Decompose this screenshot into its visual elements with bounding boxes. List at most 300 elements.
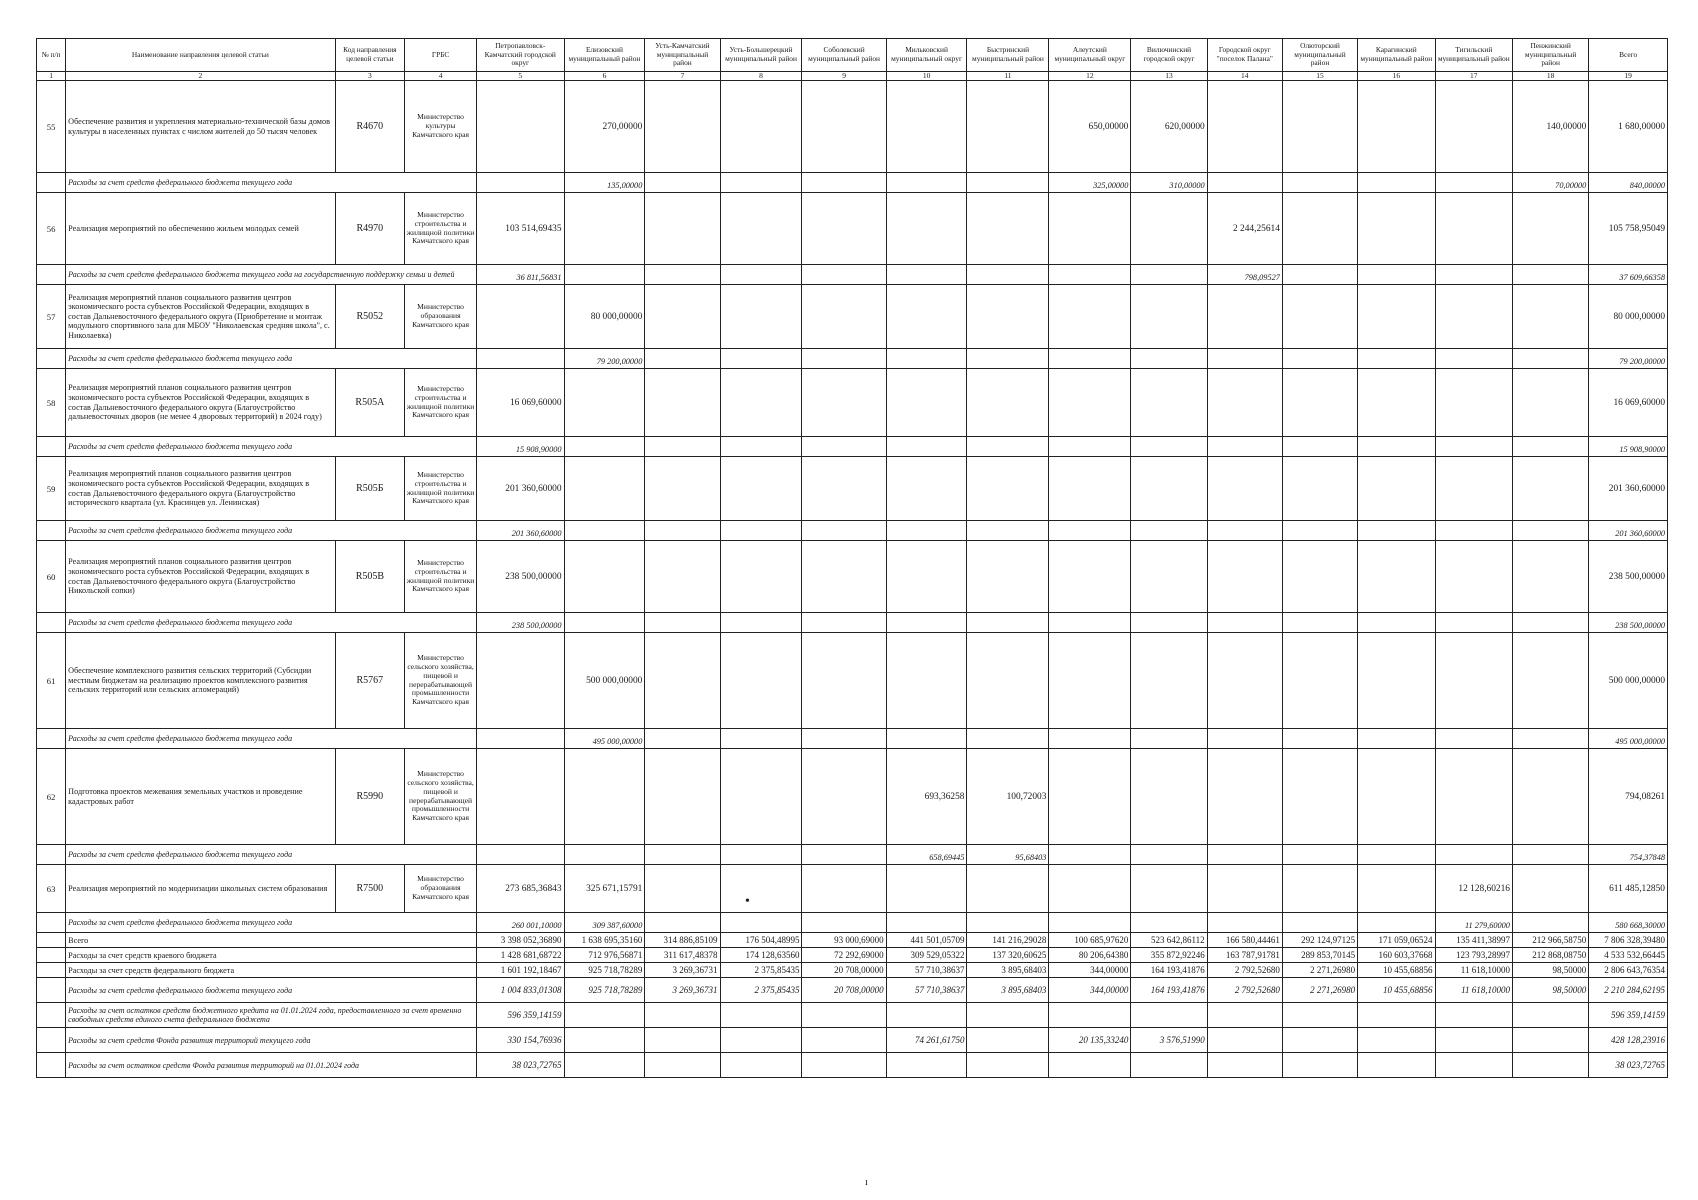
value-cell bbox=[1207, 81, 1282, 173]
subtotal-value bbox=[564, 845, 645, 865]
subtotal-value bbox=[1049, 521, 1131, 541]
total-value: 38 023,72765 bbox=[1589, 1053, 1668, 1078]
row-code: R505В bbox=[335, 541, 405, 613]
total-value bbox=[1049, 1003, 1131, 1028]
row-number: 63 bbox=[37, 865, 66, 913]
subtotal-value bbox=[802, 437, 886, 457]
column-number: 8 bbox=[720, 72, 802, 81]
value-cell bbox=[886, 633, 967, 729]
value-cell bbox=[1282, 865, 1357, 913]
row-name: Подготовка проектов межевания земельных участков и проведение кадастровых работ bbox=[66, 749, 335, 845]
row-code: R5052 bbox=[335, 285, 405, 349]
value-cell bbox=[886, 193, 967, 265]
total-value: 163 787,91781 bbox=[1207, 948, 1282, 963]
row-code: R505А bbox=[335, 369, 405, 437]
subtotal-value bbox=[1282, 613, 1357, 633]
value-cell bbox=[564, 541, 645, 613]
row-name: Обеспечение комплексного развития сельских территорий (Субсидии местным бюджетам на реализацию проектов комплексного развития сельских территорий или сельских агломераций) bbox=[66, 633, 335, 729]
value-cell bbox=[720, 633, 802, 729]
column-header: Вилючинский городской округ bbox=[1131, 39, 1207, 72]
subtotal-value bbox=[720, 845, 802, 865]
value-cell bbox=[1049, 369, 1131, 437]
total-value: 20 708,00000 bbox=[802, 963, 886, 978]
subtotal-value bbox=[1131, 349, 1207, 369]
subtotal-value bbox=[564, 521, 645, 541]
subtotal-value bbox=[1207, 437, 1282, 457]
subtotal-value: 658,69445 bbox=[886, 845, 967, 865]
subtotal-value bbox=[1435, 613, 1512, 633]
subtotal-value bbox=[645, 613, 720, 633]
subtotal-value bbox=[645, 437, 720, 457]
value-cell bbox=[1435, 193, 1512, 265]
subtotal-value bbox=[720, 521, 802, 541]
subtotal-value bbox=[802, 349, 886, 369]
total-value: 212 868,08750 bbox=[1512, 948, 1588, 963]
column-header: Олюторский муниципальный район bbox=[1282, 39, 1357, 72]
total-value bbox=[967, 1053, 1049, 1078]
value-cell bbox=[886, 369, 967, 437]
row-number bbox=[37, 1028, 66, 1053]
value-cell bbox=[802, 749, 886, 845]
value-cell bbox=[1435, 457, 1512, 521]
total-value bbox=[720, 1053, 802, 1078]
value-cell bbox=[645, 457, 720, 521]
subtotal-value bbox=[720, 913, 802, 933]
total-label: Расходы за счет средств федерального бюджета текущего года bbox=[66, 978, 477, 1003]
value-cell bbox=[1207, 865, 1282, 913]
subtotal-label: Расходы за счет средств федерального бюджета текущего года bbox=[66, 521, 477, 541]
row-number bbox=[37, 845, 66, 865]
subtotal-value bbox=[1131, 437, 1207, 457]
value-cell: 103 514,69435 bbox=[476, 193, 564, 265]
subtotal-value: 495 000,00000 bbox=[1589, 729, 1668, 749]
column-header: Усть-Камчатский муниципальный район bbox=[645, 39, 720, 72]
value-cell bbox=[967, 633, 1049, 729]
total-value bbox=[1207, 1028, 1282, 1053]
value-cell: 140,00000 bbox=[1512, 81, 1588, 173]
value-cell bbox=[645, 369, 720, 437]
value-cell bbox=[802, 285, 886, 349]
value-cell bbox=[1282, 369, 1357, 437]
budget-table-sheet bbox=[36, 38, 1668, 1078]
value-cell bbox=[802, 369, 886, 437]
table-row bbox=[37, 285, 1668, 349]
row-name: Реализация мероприятий планов социального развития центров экономического роста субъектов Российской Федерации, входящих в состав Дальневосточного федерального округа (Благоустройство дальневосточных дворов (не менее 4 дворовых территорий) в 2024 году) bbox=[66, 369, 335, 437]
row-number: 58 bbox=[37, 369, 66, 437]
row-number bbox=[37, 349, 66, 369]
value-cell bbox=[1049, 193, 1131, 265]
subtotal-value bbox=[886, 265, 967, 285]
value-cell bbox=[886, 865, 967, 913]
value-cell: 2 244,25614 bbox=[1207, 193, 1282, 265]
total-value bbox=[1358, 1053, 1435, 1078]
column-header: Быстринский муниципальный район bbox=[967, 39, 1049, 72]
total-value: 93 000,69000 bbox=[802, 933, 886, 948]
value-cell bbox=[720, 749, 802, 845]
value-cell bbox=[564, 369, 645, 437]
subtotal-value bbox=[645, 729, 720, 749]
row-grbs: Министерство сельского хозяйства, пищевой и перерабатывающей промышленности Камчатского края bbox=[405, 749, 477, 845]
budget-table bbox=[36, 38, 1668, 1078]
subtotal-value: 325,00000 bbox=[1049, 173, 1131, 193]
column-number: 3 bbox=[335, 72, 405, 81]
value-cell bbox=[476, 633, 564, 729]
total-value: 4 533 532,66445 bbox=[1589, 948, 1668, 963]
subtotal-row bbox=[37, 437, 1668, 457]
total-value bbox=[1131, 1053, 1207, 1078]
value-cell bbox=[720, 541, 802, 613]
subtotal-value bbox=[1435, 845, 1512, 865]
total-value: 164 193,41876 bbox=[1131, 978, 1207, 1003]
subtotal-value: 310,00000 bbox=[1131, 173, 1207, 193]
total-value: 2 806 643,76354 bbox=[1589, 963, 1668, 978]
row-number: 57 bbox=[37, 285, 66, 349]
value-cell: 238 500,00000 bbox=[476, 541, 564, 613]
total-value: 1 004 833,01308 bbox=[476, 978, 564, 1003]
row-number: 55 bbox=[37, 81, 66, 173]
value-cell bbox=[1207, 285, 1282, 349]
total-value bbox=[886, 1053, 967, 1078]
subtotal-value bbox=[1358, 521, 1435, 541]
value-cell bbox=[1282, 81, 1357, 173]
value-cell bbox=[886, 541, 967, 613]
row-number bbox=[37, 1053, 66, 1078]
value-cell: 611 485,12850 bbox=[1589, 865, 1668, 913]
row-name: Реализация мероприятий планов социального развития центров экономического роста субъектов Российской Федерации, входящих в состав Дальневосточного федерального округа (Благоустройство Никольской сопки) bbox=[66, 541, 335, 613]
total-value: 2 210 284,62195 bbox=[1589, 978, 1668, 1003]
value-cell bbox=[1435, 541, 1512, 613]
subtotal-label: Расходы за счет средств федерального бюджета текущего года bbox=[66, 349, 477, 369]
total-value: 355 872,92246 bbox=[1131, 948, 1207, 963]
subtotal-value bbox=[967, 173, 1049, 193]
total-value: 309 529,05322 bbox=[886, 948, 967, 963]
value-cell: 270,00000 bbox=[564, 81, 645, 173]
subtotal-value bbox=[967, 349, 1049, 369]
value-cell bbox=[720, 193, 802, 265]
table-row bbox=[37, 865, 1668, 913]
subtotal-value: 15 908,90000 bbox=[1589, 437, 1668, 457]
value-cell bbox=[1358, 633, 1435, 729]
value-cell bbox=[802, 457, 886, 521]
total-value: 3 576,51990 bbox=[1131, 1028, 1207, 1053]
subtotal-value bbox=[564, 265, 645, 285]
subtotal-value bbox=[1131, 729, 1207, 749]
subtotal-value: 580 668,30000 bbox=[1589, 913, 1668, 933]
row-grbs: Министерство строительства и жилищной политики Камчатского края bbox=[405, 541, 477, 613]
subtotal-row bbox=[37, 729, 1668, 749]
row-name: Реализация мероприятий планов социального развития центров экономического роста субъектов Российской Федерации, входящих в состав Дальневосточного федерального округа (Приобретение и монтаж модульного спортивного зала для МБОУ "Николаевская средняя школа", с. Николаевка) bbox=[66, 285, 335, 349]
subtotal-value: 79 200,00000 bbox=[564, 349, 645, 369]
value-cell bbox=[1131, 633, 1207, 729]
value-cell bbox=[645, 81, 720, 173]
column-header: Всего bbox=[1589, 39, 1668, 72]
total-value bbox=[564, 1003, 645, 1028]
column-number: 19 bbox=[1589, 72, 1668, 81]
column-number: 11 bbox=[967, 72, 1049, 81]
total-value bbox=[967, 1003, 1049, 1028]
column-header: Алеутский муниципальный округ bbox=[1049, 39, 1131, 72]
page-mark: ı bbox=[865, 1177, 868, 1188]
total-value: 57 710,38637 bbox=[886, 963, 967, 978]
subtotal-label: Расходы за счет средств федерального бюджета текущего года bbox=[66, 437, 477, 457]
value-cell bbox=[1282, 633, 1357, 729]
subtotal-value bbox=[645, 845, 720, 865]
subtotal-value: 260 001,10000 bbox=[476, 913, 564, 933]
subtotal-value: 201 360,60000 bbox=[1589, 521, 1668, 541]
total-label: Расходы за счет остатков средств бюджетного кредита на 01.01.2024 года, предоставленного за счет временно свободных средств единого счета федерального бюджета bbox=[66, 1003, 477, 1028]
column-number: 1 bbox=[37, 72, 66, 81]
subtotal-value bbox=[1435, 729, 1512, 749]
column-number: 2 bbox=[66, 72, 335, 81]
value-cell bbox=[967, 81, 1049, 173]
subtotal-value: 15 908,90000 bbox=[476, 437, 564, 457]
value-cell: 16 069,60000 bbox=[476, 369, 564, 437]
row-number: 56 bbox=[37, 193, 66, 265]
total-value bbox=[886, 1003, 967, 1028]
subtotal-value: 37 609,66358 bbox=[1589, 265, 1668, 285]
subtotal-value bbox=[886, 173, 967, 193]
total-value: 2 271,26980 bbox=[1282, 963, 1357, 978]
row-number: 60 bbox=[37, 541, 66, 613]
total-value: 176 504,48995 bbox=[720, 933, 802, 948]
total-value bbox=[1282, 1028, 1357, 1053]
subtotal-value bbox=[802, 265, 886, 285]
total-value: 289 853,70145 bbox=[1282, 948, 1357, 963]
subtotal-value bbox=[645, 913, 720, 933]
row-number: 61 bbox=[37, 633, 66, 729]
value-cell: 325 671,15791 bbox=[564, 865, 645, 913]
row-name: Обеспечение развития и укрепления материально-технической базы домов культуры в населенных пунктах с числом жителей до 50 тысяч человек bbox=[66, 81, 335, 173]
subtotal-value bbox=[476, 845, 564, 865]
column-header: Тигильский муниципальный район bbox=[1435, 39, 1512, 72]
row-code: R5990 bbox=[335, 749, 405, 845]
total-row bbox=[37, 948, 1668, 963]
total-value: 98,50000 bbox=[1512, 978, 1588, 1003]
column-header: Соболевский муниципальный район bbox=[802, 39, 886, 72]
subtotal-value bbox=[1435, 265, 1512, 285]
subtotal-value bbox=[1512, 613, 1588, 633]
subtotal-value bbox=[886, 613, 967, 633]
value-cell bbox=[1435, 749, 1512, 845]
column-header: Елизовский муниципальный район bbox=[564, 39, 645, 72]
subtotal-value bbox=[1435, 521, 1512, 541]
subtotal-label: Расходы за счет средств федерального бюджета текущего года bbox=[66, 173, 477, 193]
value-cell bbox=[1358, 285, 1435, 349]
value-cell bbox=[645, 285, 720, 349]
total-value bbox=[1512, 1053, 1588, 1078]
value-cell bbox=[802, 541, 886, 613]
value-cell bbox=[1131, 541, 1207, 613]
value-cell bbox=[802, 633, 886, 729]
column-number: 16 bbox=[1358, 72, 1435, 81]
subtotal-value bbox=[886, 729, 967, 749]
subtotal-value bbox=[1049, 349, 1131, 369]
value-cell bbox=[1207, 369, 1282, 437]
subtotal-value bbox=[1207, 349, 1282, 369]
total-value: 3 895,68403 bbox=[967, 978, 1049, 1003]
value-cell bbox=[1282, 285, 1357, 349]
total-value: 2 792,52680 bbox=[1207, 978, 1282, 1003]
value-cell bbox=[967, 865, 1049, 913]
value-cell bbox=[802, 865, 886, 913]
value-cell bbox=[1358, 865, 1435, 913]
row-grbs: Министерство образования Камчатского края bbox=[405, 285, 477, 349]
subtotal-row bbox=[37, 265, 1668, 285]
value-cell bbox=[802, 193, 886, 265]
value-cell bbox=[476, 81, 564, 173]
value-cell bbox=[720, 865, 802, 913]
subtotal-value bbox=[1358, 845, 1435, 865]
column-number: 18 bbox=[1512, 72, 1588, 81]
subtotal-value bbox=[1435, 349, 1512, 369]
column-number: 9 bbox=[802, 72, 886, 81]
row-name: Реализация мероприятий планов социального развития центров экономического роста субъектов Российской Федерации, входящих в состав Дальневосточного федерального округа (Благоустройство исторического квартала (ул. Красинцев ул. Ленинская) bbox=[66, 457, 335, 521]
total-label: Расходы за счет средств Фонда развития территорий текущего года bbox=[66, 1028, 477, 1053]
total-value: 212 966,58750 bbox=[1512, 933, 1588, 948]
subtotal-value bbox=[720, 613, 802, 633]
value-cell bbox=[645, 749, 720, 845]
row-number bbox=[37, 1003, 66, 1028]
value-cell: 620,00000 bbox=[1131, 81, 1207, 173]
subtotal-row bbox=[37, 613, 1668, 633]
row-number bbox=[37, 613, 66, 633]
subtotal-value bbox=[1049, 913, 1131, 933]
column-number-row bbox=[37, 72, 1668, 81]
subtotal-value bbox=[1512, 845, 1588, 865]
value-cell bbox=[1207, 457, 1282, 521]
total-value bbox=[1435, 1028, 1512, 1053]
row-number bbox=[37, 521, 66, 541]
subtotal-value bbox=[476, 729, 564, 749]
subtotal-value: 95,68403 bbox=[967, 845, 1049, 865]
subtotal-value bbox=[1282, 173, 1357, 193]
subtotal-value bbox=[1435, 437, 1512, 457]
subtotal-value bbox=[1131, 613, 1207, 633]
row-code: R7500 bbox=[335, 865, 405, 913]
value-cell bbox=[1512, 285, 1588, 349]
value-cell bbox=[1207, 541, 1282, 613]
column-number: 4 bbox=[405, 72, 477, 81]
total-value bbox=[1435, 1003, 1512, 1028]
total-value bbox=[967, 1028, 1049, 1053]
total-label: Всего bbox=[66, 933, 477, 948]
total-value: 2 792,52680 bbox=[1207, 963, 1282, 978]
row-code: R4970 bbox=[335, 193, 405, 265]
column-header: Петропавловск-Камчатский городской округ bbox=[476, 39, 564, 72]
subtotal-value bbox=[1512, 729, 1588, 749]
value-cell bbox=[1512, 749, 1588, 845]
value-cell bbox=[720, 369, 802, 437]
value-cell bbox=[645, 865, 720, 913]
subtotal-value bbox=[886, 913, 967, 933]
value-cell bbox=[1435, 285, 1512, 349]
header-row bbox=[37, 39, 1668, 72]
subtotal-value bbox=[1282, 913, 1357, 933]
total-value: 3 269,36731 bbox=[645, 963, 720, 978]
total-value: 10 455,68856 bbox=[1358, 963, 1435, 978]
value-cell bbox=[476, 749, 564, 845]
total-value: 20 708,00000 bbox=[802, 978, 886, 1003]
column-number: 13 bbox=[1131, 72, 1207, 81]
subtotal-value bbox=[1207, 173, 1282, 193]
total-label: Расходы за счет средств краевого бюджета bbox=[66, 948, 477, 963]
subtotal-row bbox=[37, 521, 1668, 541]
value-cell bbox=[564, 193, 645, 265]
total-value bbox=[1358, 1028, 1435, 1053]
subtotal-value bbox=[1282, 437, 1357, 457]
row-grbs: Министерство строительства и жилищной политики Камчатского края bbox=[405, 369, 477, 437]
value-cell bbox=[720, 457, 802, 521]
value-cell: 100,72003 bbox=[967, 749, 1049, 845]
value-cell: 105 758,95049 bbox=[1589, 193, 1668, 265]
row-number bbox=[37, 437, 66, 457]
total-value bbox=[645, 1053, 720, 1078]
value-cell bbox=[1358, 541, 1435, 613]
total-value: 141 216,29028 bbox=[967, 933, 1049, 948]
subtotal-label: Расходы за счет средств федерального бюджета текущего года bbox=[66, 913, 477, 933]
subtotal-value bbox=[1207, 613, 1282, 633]
total-value bbox=[1207, 1053, 1282, 1078]
total-value bbox=[1131, 1003, 1207, 1028]
subtotal-value bbox=[564, 437, 645, 457]
subtotal-label: Расходы за счет средств федерального бюджета текущего года bbox=[66, 845, 477, 865]
value-cell bbox=[1282, 541, 1357, 613]
total-value: 2 375,85435 bbox=[720, 963, 802, 978]
total-value: 80 206,64380 bbox=[1049, 948, 1131, 963]
value-cell bbox=[1435, 81, 1512, 173]
row-number bbox=[37, 933, 66, 948]
column-header: № п/п bbox=[37, 39, 66, 72]
column-header: Городской округ "поселок Палана" bbox=[1207, 39, 1282, 72]
value-cell bbox=[1282, 749, 1357, 845]
total-value: 3 269,36731 bbox=[645, 978, 720, 1003]
total-row bbox=[37, 978, 1668, 1003]
row-name: Реализация мероприятий по модернизации школьных систем образования bbox=[66, 865, 335, 913]
value-cell bbox=[1512, 369, 1588, 437]
total-value: 100 685,97620 bbox=[1049, 933, 1131, 948]
subtotal-value: 238 500,00000 bbox=[476, 613, 564, 633]
subtotal-value bbox=[1358, 265, 1435, 285]
row-code: R505Б bbox=[335, 457, 405, 521]
subtotal-value bbox=[1512, 265, 1588, 285]
total-value: 311 617,48378 bbox=[645, 948, 720, 963]
value-cell bbox=[1049, 541, 1131, 613]
subtotal-value bbox=[1512, 913, 1588, 933]
column-number: 5 bbox=[476, 72, 564, 81]
total-value bbox=[1512, 1003, 1588, 1028]
value-cell bbox=[1435, 369, 1512, 437]
subtotal-value bbox=[886, 437, 967, 457]
value-cell bbox=[1358, 749, 1435, 845]
total-value: 712 976,56871 bbox=[564, 948, 645, 963]
subtotal-value bbox=[1131, 521, 1207, 541]
total-label: Расходы за счет остатков средств Фонда развития территорий на 01.01.2024 года bbox=[66, 1053, 477, 1078]
table-row bbox=[37, 541, 1668, 613]
total-value: 292 124,97125 bbox=[1282, 933, 1357, 948]
subtotal-value bbox=[886, 521, 967, 541]
column-number: 6 bbox=[564, 72, 645, 81]
subtotal-value bbox=[1282, 265, 1357, 285]
column-header: Наименование направления целевой статьи bbox=[66, 39, 335, 72]
row-grbs: Министерство образования Камчатского края bbox=[405, 865, 477, 913]
total-value: 123 793,28997 bbox=[1435, 948, 1512, 963]
total-value bbox=[1282, 1053, 1357, 1078]
total-value: 98,50000 bbox=[1512, 963, 1588, 978]
total-value bbox=[1512, 1028, 1588, 1053]
value-cell bbox=[1131, 369, 1207, 437]
subtotal-value bbox=[802, 613, 886, 633]
row-number: 62 bbox=[37, 749, 66, 845]
